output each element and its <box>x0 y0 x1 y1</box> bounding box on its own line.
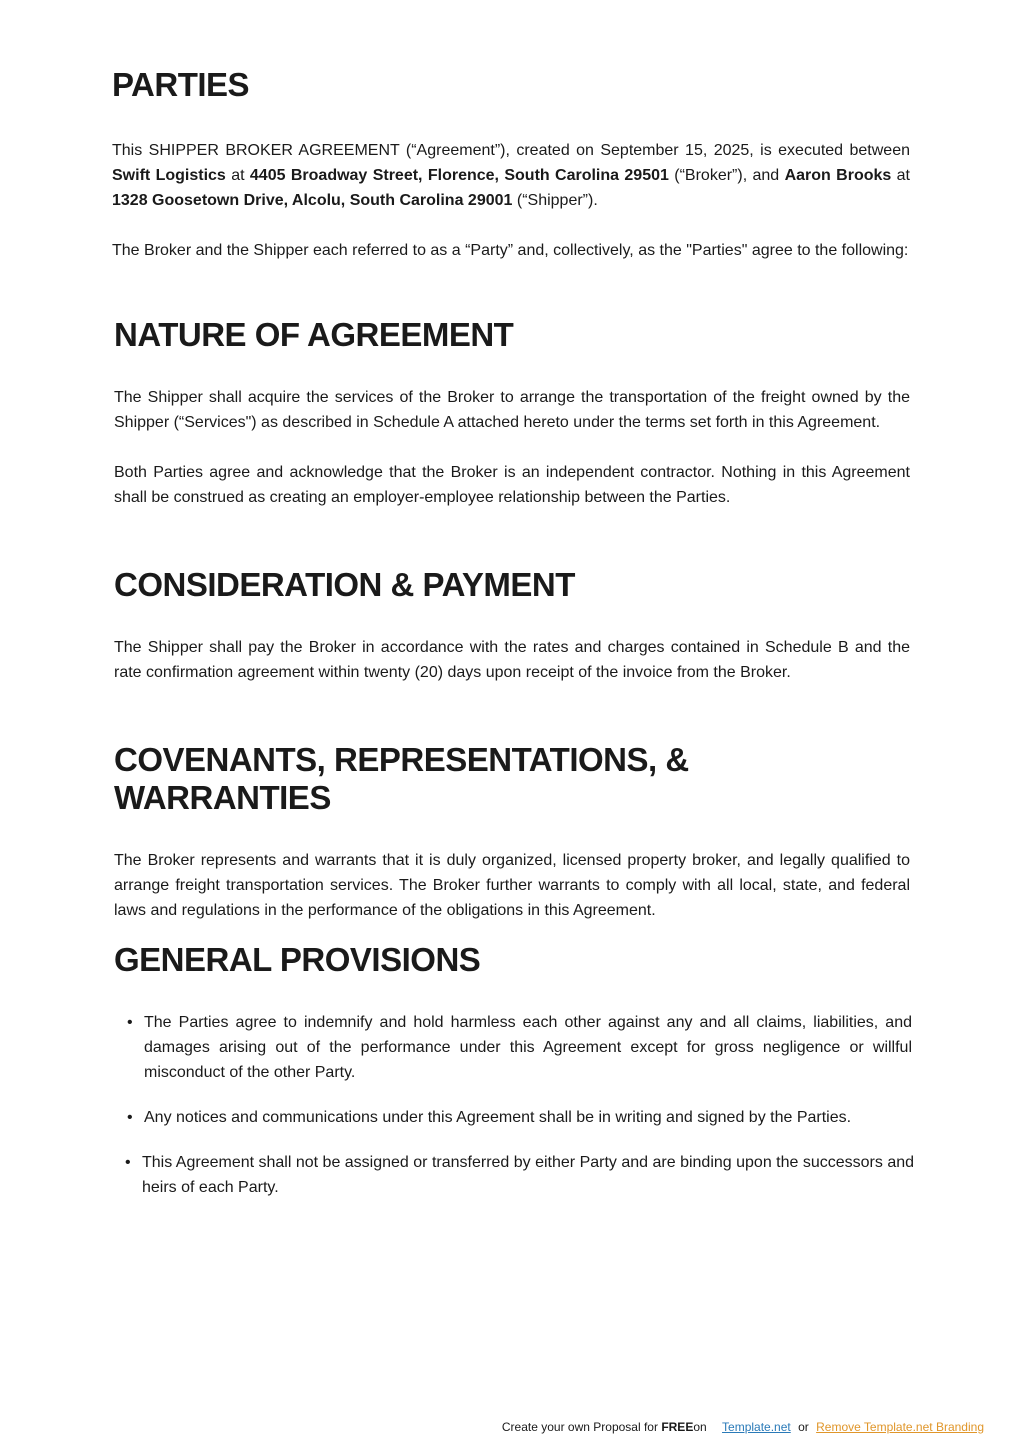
footer-or: or <box>798 1420 809 1434</box>
shipper-address: 1328 Goosetown Drive, Alcolu, South Carolina 29001 <box>112 192 513 209</box>
section-consideration-payment <box>114 566 910 685</box>
nature-paragraph-1: The Shipper shall acquire the services of the Broker to arrange the transportation of the freight owned by the Shipper (“Services") as described in Schedule A attached hereto under the terms set forth in this Agreement. <box>114 389 910 431</box>
heading-general-provisions: GENERAL PROVISIONS <box>114 941 481 978</box>
parties-paragraph-1: This SHIPPER BROKER AGREEMENT (“Agreement”), created on September 15, 2025, is executed between Swift Logistics at 4405 Broadway Street, Florence, South Carolina 29501 (“Broker”), and Aaron Brooks at 1328 Goosetown Drive, Alcolu, South Carolina 29001 (“Shipper”). <box>112 142 911 209</box>
footer-text: Create your own Proposal for <box>501 1420 662 1434</box>
heading-covenants: COVENANTS, REPRESENTATIONS, & WARRANTIES <box>114 741 689 816</box>
heading-nature-of-agreement: NATURE OF AGREEMENT <box>114 316 514 353</box>
general-provisions-list <box>114 1010 915 1200</box>
broker-name: Swift Logistics <box>112 167 226 184</box>
section-nature-of-agreement <box>114 316 910 510</box>
list-item: • Any notices and communications under this Agreement shall be in writing and signed by the Parties. <box>144 1105 912 1130</box>
shipper-name: Aaron Brooks <box>784 167 892 184</box>
covenants-paragraph-1: The Broker represents and warrants that it is duly organized, licensed property broker, and legally qualified to arrange freight transportation services. The Broker further warrants to comply with all local, state, and federal laws and regulations in the performance of the obligations in this Agreement. <box>114 852 910 919</box>
footer-branding <box>502 1419 984 1435</box>
heading-parties: PARTIES <box>112 66 250 103</box>
consideration-paragraph-1: The Shipper shall pay the Broker in accordance with the rates and charges contained in Schedule B and the rate confirmation agreement within twenty (20) days upon receipt of the invoice from the Broker. <box>114 639 910 681</box>
remove-branding-link[interactable]: Remove Template.net Branding <box>816 1420 984 1434</box>
section-parties <box>112 66 910 263</box>
bullet-icon: • <box>127 1014 133 1031</box>
list-item: • The Parties agree to indemnify and hold harmless each other against any and all claims, liabilities, and damages arising out of the performance under this Agreement except for gross negligence or willful misconduct of the other Party. <box>144 1010 912 1085</box>
list-item: • This Agreement shall not be assigned or transferred by either Party and are binding upon the successors and heirs of each Party. <box>142 1150 914 1200</box>
footer-on: on <box>693 1420 707 1434</box>
bullet-icon: • <box>125 1154 131 1171</box>
section-covenants <box>114 741 910 923</box>
footer-free: FREE <box>661 1420 694 1434</box>
template-net-link[interactable]: Template.net <box>722 1420 791 1434</box>
nature-paragraph-2: Both Parties agree and acknowledge that the Broker is an independent contractor. Nothing in this Agreement shall be construed as creating an employer-employee relationship between the Parties. <box>114 464 910 506</box>
parties-paragraph-2: The Broker and the Shipper each referred to as a “Party” and, collectively, as the "Parties" agree to the following: <box>112 242 909 259</box>
heading-consideration-payment: CONSIDERATION & PAYMENT <box>114 566 575 603</box>
section-general-provisions <box>114 941 915 1220</box>
broker-address: 4405 Broadway Street, Florence, South Carolina 29501 <box>249 167 669 184</box>
bullet-icon: • <box>127 1109 133 1126</box>
